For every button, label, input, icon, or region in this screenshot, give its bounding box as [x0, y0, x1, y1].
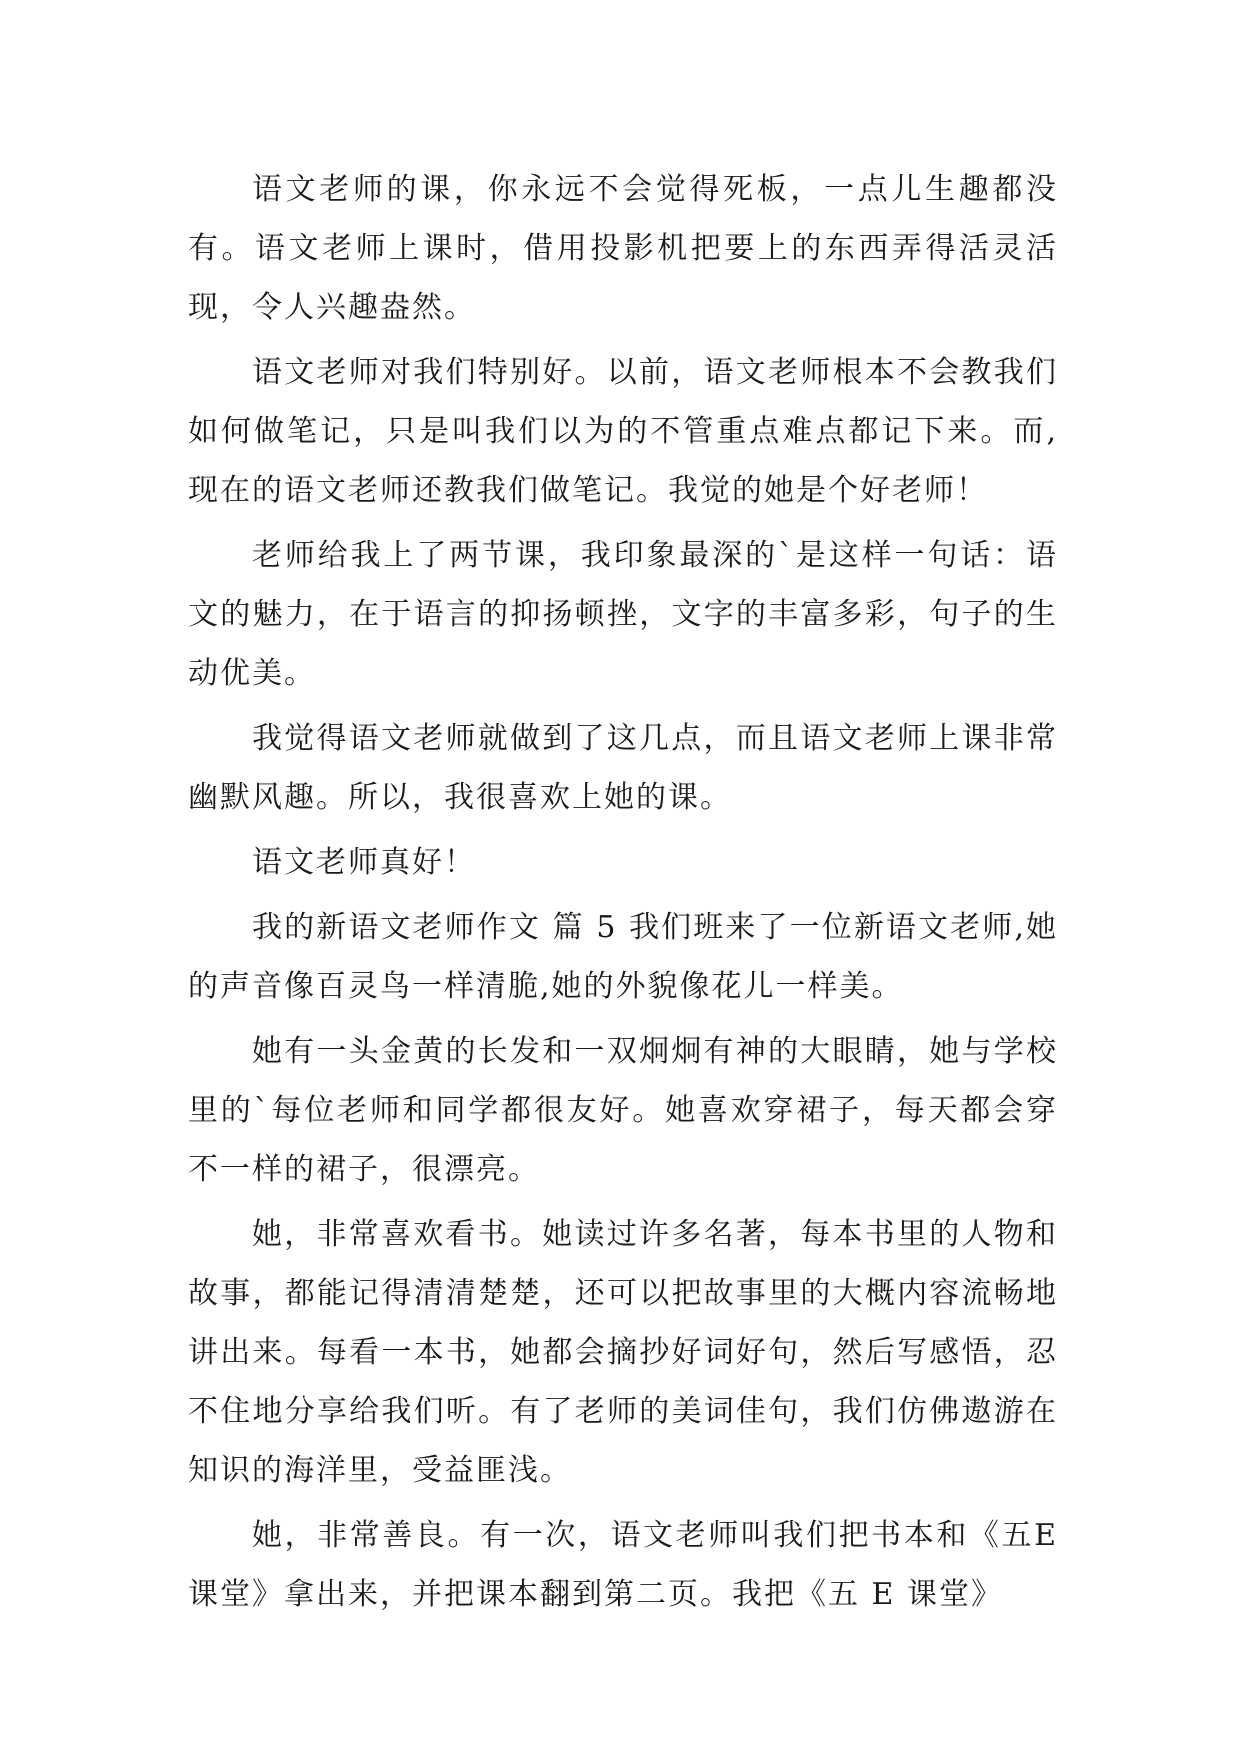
paragraph-9: 她，非常善良。有一次，语文老师叫我们把书本和《五E 课堂》拿出来，并把课本翻到第二页。我把《五 E 课堂》 [188, 1518, 1058, 1612]
paragraph-3: 老师给我上了两节课，我印象最深的`是这样一句话：语文的魅力，在于语言的抑扬顿挫，文字的丰富多彩，句子的生动优美。 [188, 538, 1058, 691]
paragraph-4: 我觉得语文老师就做到了这几点，而且语文老师上课非常幽默风趣。所以，我很喜欢上她的课。 [188, 721, 1058, 815]
paragraph-8: 她，非常喜欢看书。她读过许多名著，每本书里的人物和故事，都能记得清清楚楚，还可以把故事里的大概内容流畅地讲出来。每看一本书，她都会摘抄好词好句，然后写感悟，忍不住地分享给我们听。有了老师的美词佳句，我们仿佛遨游在知识的海洋里，受益匪浅。 [188, 1217, 1058, 1488]
paragraph-6-section-heading: 我的新语文老师作文 篇 5 我们班来了一位新语文老师,她的声音像百灵鸟一样清脆,她的外貌像花儿一样美。 [188, 910, 1058, 1004]
paragraph-5: 语文老师真好！ [252, 845, 476, 880]
article-body [188, 160, 1058, 1630]
paragraph-2: 语文老师对我们特别好。以前，语文老师根本不会教我们如何做笔记，只是叫我们以为的不管重点难点都记下来。而,现在的语文老师还教我们做笔记。我觉的她是个好老师！ [188, 355, 1058, 508]
paragraph-1: 语文老师的课，你永远不会觉得死板，一点儿生趣都没有。语文老师上课时，借用投影机把要上的东西弄得活灵活现，令人兴趣盎然。 [188, 172, 1058, 325]
paragraph-7: 她有一头金黄的长发和一双炯炯有神的大眼睛，她与学校里的`每位老师和同学都很友好。她喜欢穿裙子，每天都会穿不一样的裙子，很漂亮。 [188, 1034, 1058, 1187]
